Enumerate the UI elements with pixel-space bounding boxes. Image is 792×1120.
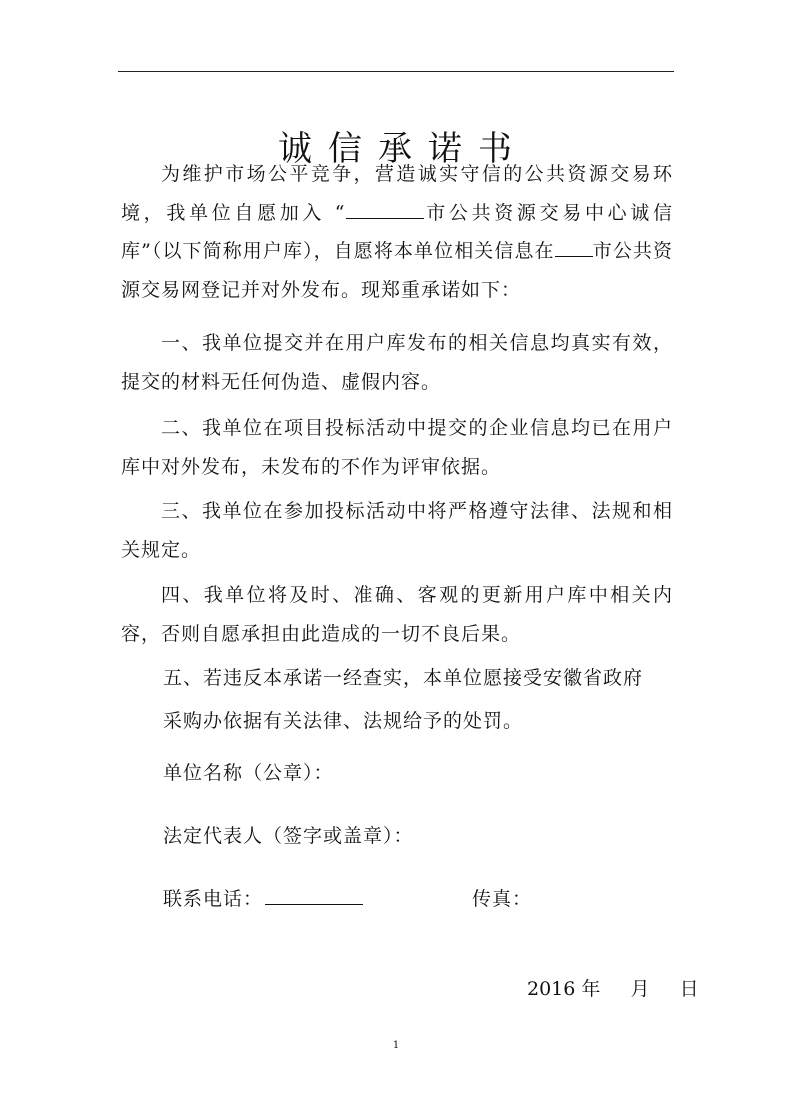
commitment-item-5-line-1: 五、若违反本承诺一经查实，本单位愿接受安徽省政府 [163,667,644,689]
header-rule [118,71,674,72]
fax-label: 传真： [472,888,533,910]
phone-blank [265,888,363,905]
intro-text-1: 为维护市场公平竞争，营造诚实守信的公共资源交易环境，我单位自愿加入 “ [121,163,673,224]
city-blank-2 [555,240,593,257]
document-title: 诚信承诺书 [278,128,528,169]
page-number: 1 [392,1040,400,1051]
city-blank-1 [346,202,424,219]
legal-representative-label: 法定代表人（签字或盖章）： [163,825,414,847]
unit-name-label: 单位名称（公章）： [163,762,334,784]
intro-text-2: 市公共资源交易中心诚信库”（以下简称用户库），自愿将本单位相关信息在 [121,201,673,262]
commitment-item-3: 三、我单位在参加投标活动中将严格遵守法律、法规和相关规定。 [121,500,673,561]
intro-paragraph [121,155,673,309]
phone-label: 联系电话： [163,888,264,910]
date-day: 日 [679,978,699,1000]
commitment-item-2: 二、我单位在项目投标活动中提交的企业信息均已在用户库中对外发布，未发布的不作为评审依据。 [121,417,673,478]
phone-field [163,880,363,918]
intro-text-3: 市公共资源交易网登记并对外发布。现郑重承诺如下： [121,240,673,301]
date-month: 月 [630,978,650,1000]
commitment-item-1: 一、我单位提交并在用户库发布的相关信息均真实有效，提交的材料无任何伪造、虚假内容。 [121,332,673,393]
date-line [527,970,699,1008]
date-year: 2016 年 [527,978,601,1000]
commitment-item-4: 四、我单位将及时、准确、客观的更新用户库中相关内容，否则自愿承担由此造成的一切不良后果。 [121,584,673,645]
commitment-item-5-line-2: 采购办依据有关法律、法规给予的处罚。 [163,710,524,732]
